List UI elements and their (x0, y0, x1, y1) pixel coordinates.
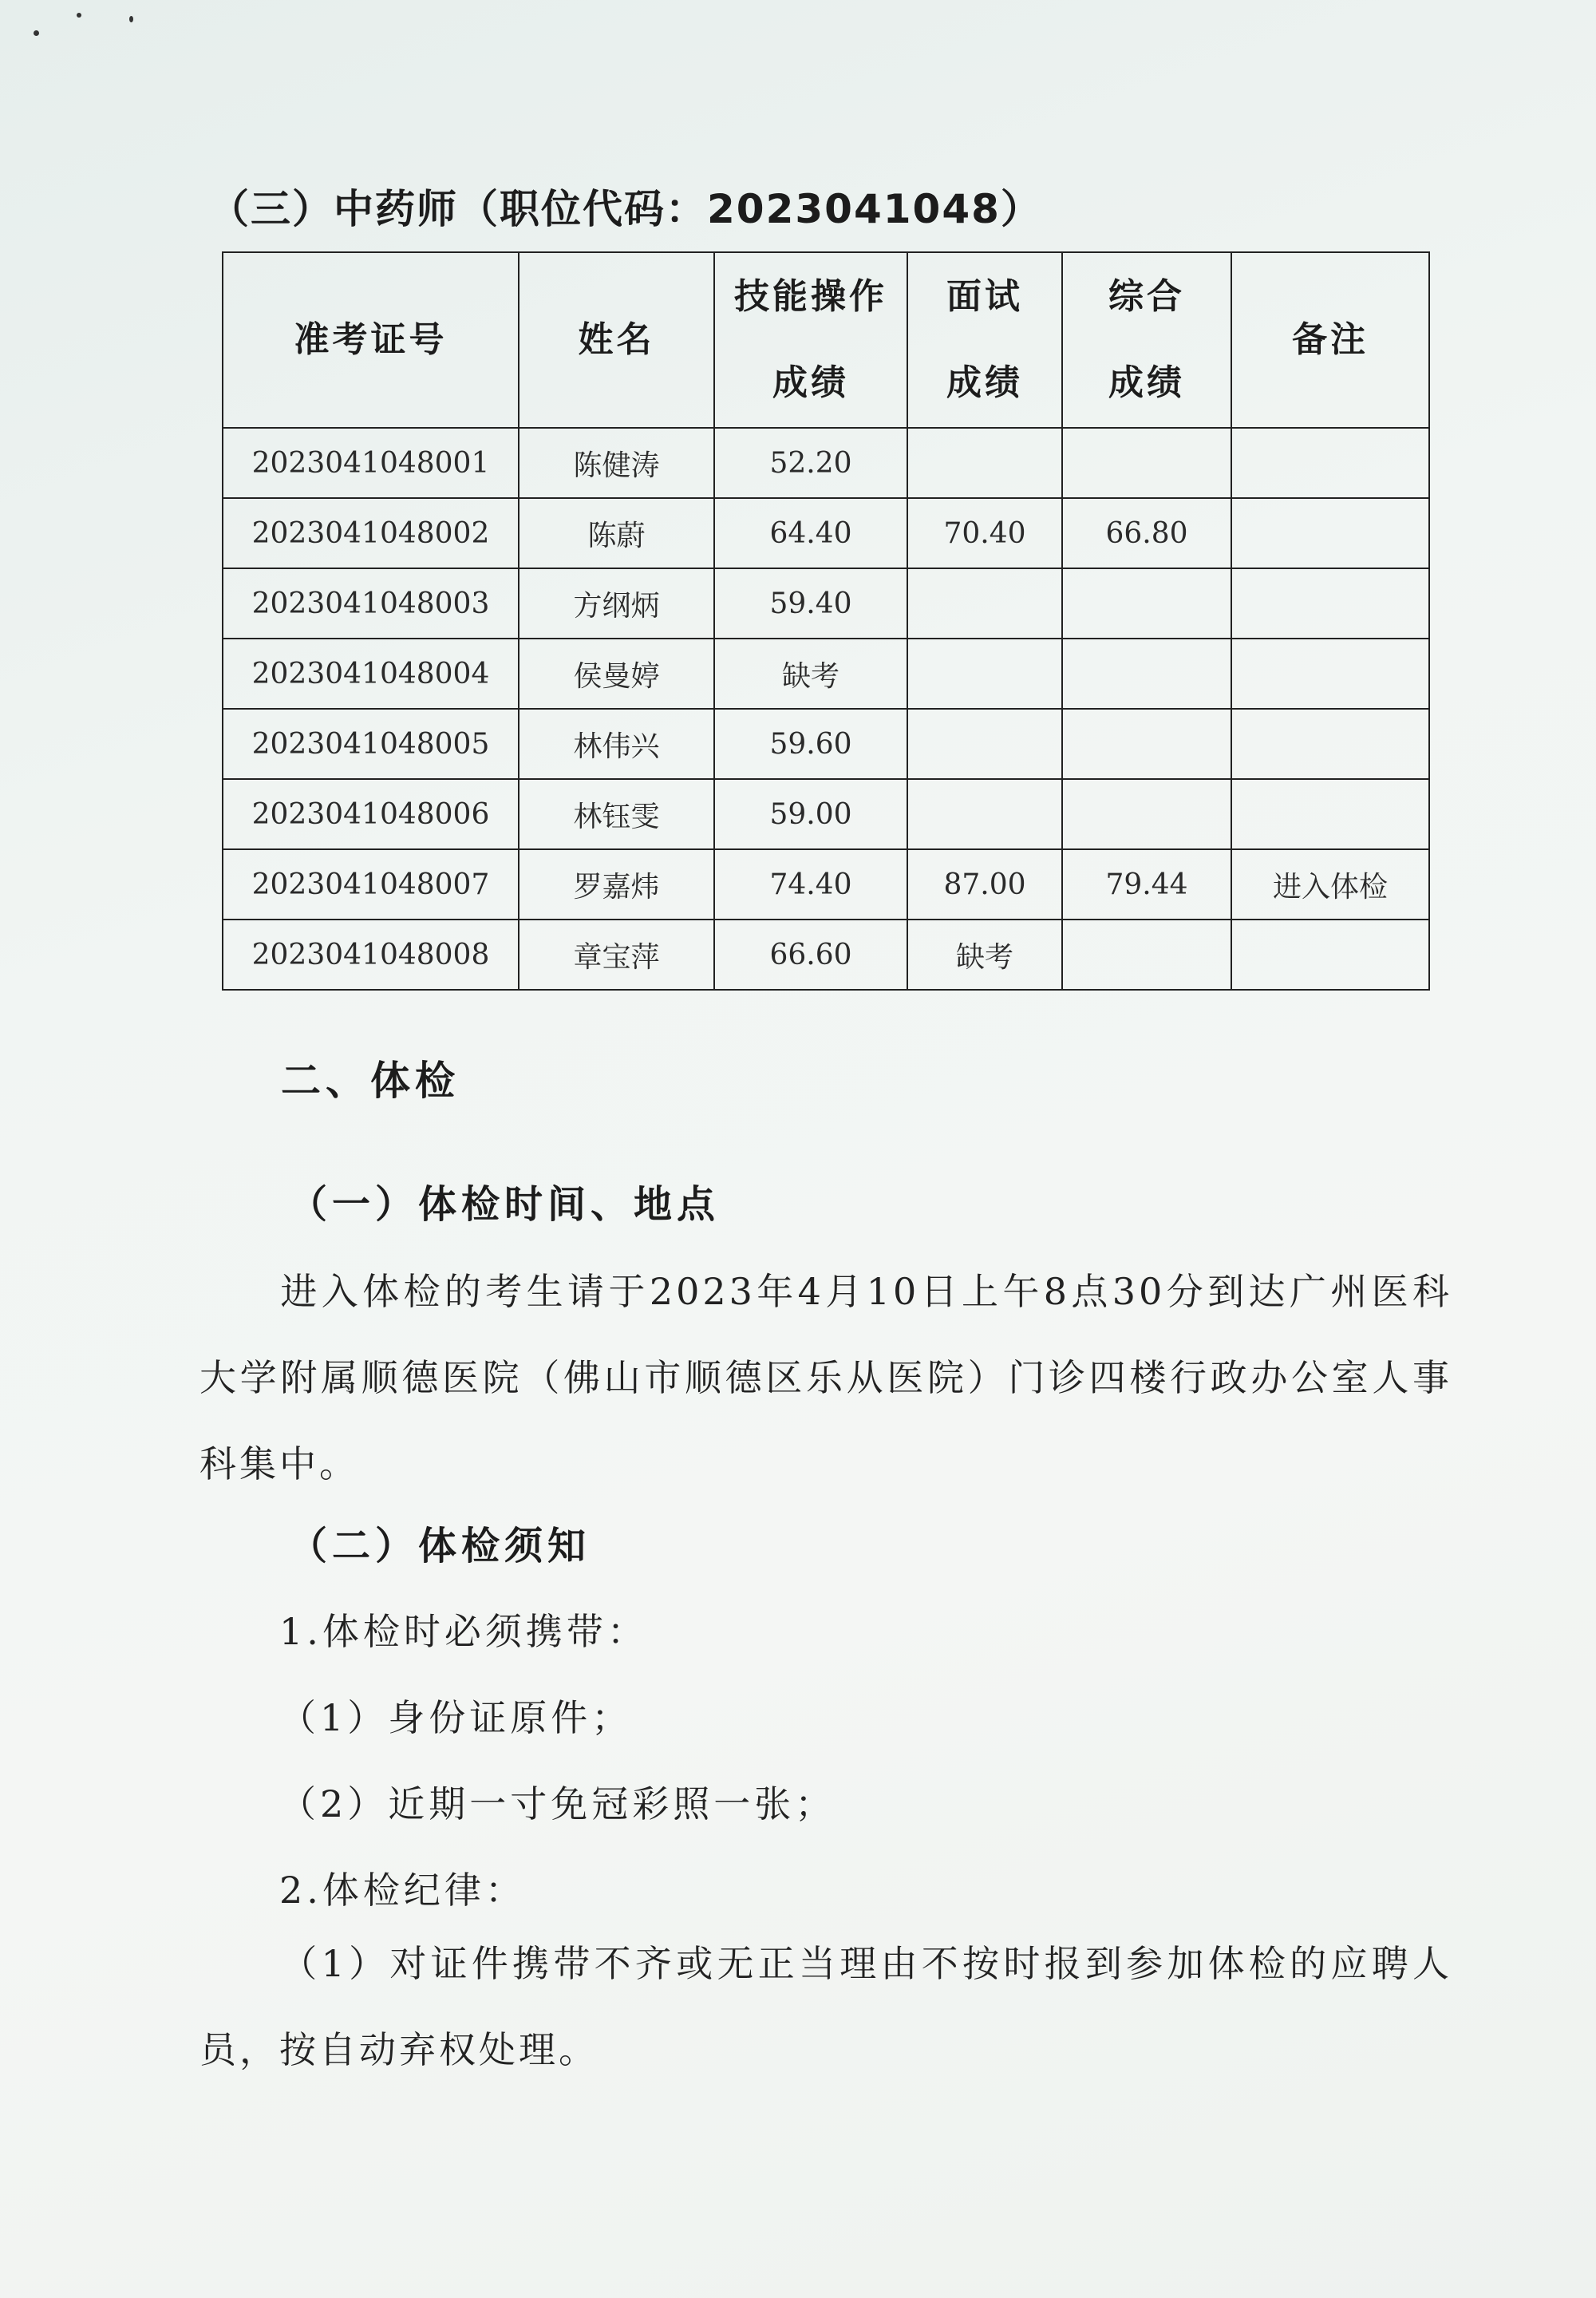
cell-exam-no: 2023041048002 (223, 498, 519, 568)
table-row (223, 498, 1429, 568)
cell-remark (1231, 779, 1429, 849)
cell-total-score (1062, 779, 1231, 849)
cell-skill-score: 74.40 (714, 849, 907, 920)
cell-exam-no: 2023041048005 (223, 709, 519, 779)
section-title: （三）中药师（职位代码：2023041048） (209, 186, 1042, 232)
table-row (223, 709, 1429, 779)
cell-total-score (1062, 428, 1231, 498)
cell-total-score: 79.44 (1062, 849, 1231, 920)
cell-remark: 进入体检 (1231, 849, 1429, 920)
list-item: （2）近期一寸免冠彩照一张； (279, 1782, 836, 1825)
cell-interview-score: 缺考 (907, 920, 1062, 990)
heading-exam-notes: （二）体检须知 (289, 1524, 591, 1568)
cell-name: 林伟兴 (519, 709, 714, 779)
scan-speck (129, 16, 133, 22)
header-name: 姓名 (519, 252, 714, 428)
cell-skill-score: 缺考 (714, 639, 907, 709)
cell-name: 方纲炳 (519, 568, 714, 639)
cell-interview-score (907, 568, 1062, 639)
cell-exam-no: 2023041048006 (223, 779, 519, 849)
cell-name: 陈蔚 (519, 498, 714, 568)
cell-total-score (1062, 568, 1231, 639)
cell-total-score (1062, 920, 1231, 990)
cell-total-score (1062, 639, 1231, 709)
header-remark: 备注 (1231, 252, 1429, 428)
table-row (223, 428, 1429, 498)
table-row (223, 568, 1429, 639)
cell-skill-score: 59.60 (714, 709, 907, 779)
header-skill-score: 技能操作 成绩 (714, 252, 907, 428)
cell-name: 章宝萍 (519, 920, 714, 990)
table-row (223, 849, 1429, 920)
cell-interview-score: 87.00 (907, 849, 1062, 920)
cell-skill-score: 59.00 (714, 779, 907, 849)
table-header-row (223, 252, 1429, 428)
cell-exam-no: 2023041048008 (223, 920, 519, 990)
scan-speck (77, 13, 81, 18)
cell-skill-score: 66.60 (714, 920, 907, 990)
cell-remark (1231, 639, 1429, 709)
cell-skill-score: 52.20 (714, 428, 907, 498)
cell-interview-score (907, 639, 1062, 709)
cell-exam-no: 2023041048003 (223, 568, 519, 639)
cell-interview-score (907, 709, 1062, 779)
cell-remark (1231, 568, 1429, 639)
cell-exam-no: 2023041048001 (223, 428, 519, 498)
cell-remark (1231, 428, 1429, 498)
header-exam-no: 准考证号 (223, 252, 519, 428)
table-row (223, 639, 1429, 709)
cell-name: 侯曼婷 (519, 639, 714, 709)
heading-physical-exam: 二、体检 (281, 1058, 460, 1104)
cell-exam-no: 2023041048004 (223, 639, 519, 709)
cell-skill-score: 64.40 (714, 498, 907, 568)
cell-name: 陈健涛 (519, 428, 714, 498)
cell-interview-score (907, 779, 1062, 849)
scan-speck (34, 30, 39, 36)
list-item: 1.体检时必须携带： (279, 1610, 648, 1653)
cell-total-score: 66.80 (1062, 498, 1231, 568)
score-table (222, 251, 1430, 991)
cell-exam-no: 2023041048007 (223, 849, 519, 920)
cell-remark (1231, 709, 1429, 779)
header-total-score: 综合 成绩 (1062, 252, 1231, 428)
cell-interview-score: 70.40 (907, 498, 1062, 568)
table-row (223, 920, 1429, 990)
table-row (223, 779, 1429, 849)
paragraph-time-location: 进入体检的考生请于2023年4月10日上午8点30分到达广州医科大学附属顺德医院（佛山市顺德区乐从医院）门诊四楼行政办公室人事科集中。 (200, 1270, 1452, 1485)
cell-interview-score (907, 428, 1062, 498)
cell-name: 林钰雯 (519, 779, 714, 849)
cell-total-score (1062, 709, 1231, 779)
list-item: （1）身份证原件； (279, 1696, 633, 1739)
cell-name: 罗嘉炜 (519, 849, 714, 920)
cell-remark (1231, 498, 1429, 568)
list-item: 2.体检纪律： (279, 1869, 526, 1912)
heading-time-location: （一）体检时间、地点 (289, 1182, 721, 1227)
cell-skill-score: 59.40 (714, 568, 907, 639)
header-interview-score: 面试 成绩 (907, 252, 1062, 428)
paragraph-discipline: （1）对证件携带不齐或无正当理由不按时报到参加体检的应聘人员，按自动弃权处理。 (200, 1942, 1452, 2071)
cell-remark (1231, 920, 1429, 990)
